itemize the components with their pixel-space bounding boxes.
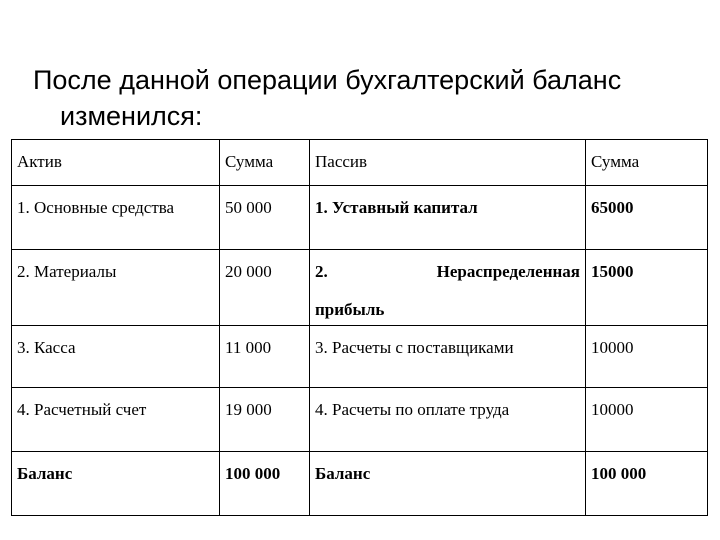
liability-cell <box>310 250 586 326</box>
asset-total-label: Баланс <box>12 452 220 516</box>
balance-sheet-table <box>11 139 708 516</box>
liability-number: 2. <box>315 262 328 281</box>
liability-word: Нераспределенная <box>436 262 580 281</box>
asset-cell: 1. Основные средства <box>12 186 220 250</box>
table-row <box>12 388 708 452</box>
liability-sum-cell: 10000 <box>586 388 708 452</box>
table-row <box>12 326 708 388</box>
asset-cell: 3. Касса <box>12 326 220 388</box>
asset-total-sum: 100 000 <box>220 452 310 516</box>
asset-sum-cell: 20 000 <box>220 250 310 326</box>
asset-cell: 2. Материалы <box>12 250 220 326</box>
liability-sum-cell: 65000 <box>586 186 708 250</box>
table-row <box>12 250 708 326</box>
liability-cell: 4. Расчеты по оплате труда <box>310 388 586 452</box>
liability-sum-cell: 10000 <box>586 326 708 388</box>
page-heading <box>33 62 703 134</box>
liability-cell: 1. Уставный капитал <box>310 186 586 250</box>
asset-sum-cell: 50 000 <box>220 186 310 250</box>
liability-sum-cell: 15000 <box>586 250 708 326</box>
header-asset: Актив <box>12 140 220 186</box>
liability-word-continued: прибыль <box>315 300 385 319</box>
table-row <box>12 186 708 250</box>
heading-line-1: После данной операции бухгалтерский баланс <box>33 65 622 95</box>
liability-total-label: Баланс <box>310 452 586 516</box>
heading-line-2: изменился: <box>60 101 203 131</box>
liability-cell: 3. Расчеты с поставщиками <box>310 326 586 388</box>
asset-cell: 4. Расчетный счет <box>12 388 220 452</box>
table-header-row <box>12 140 708 186</box>
header-liability: Пассив <box>310 140 586 186</box>
table-row-total <box>12 452 708 516</box>
header-liability-sum: Сумма <box>586 140 708 186</box>
liability-cell-first-line <box>315 262 580 282</box>
liability-total-sum: 100 000 <box>586 452 708 516</box>
asset-sum-cell: 19 000 <box>220 388 310 452</box>
header-asset-sum: Сумма <box>220 140 310 186</box>
asset-sum-cell: 11 000 <box>220 326 310 388</box>
